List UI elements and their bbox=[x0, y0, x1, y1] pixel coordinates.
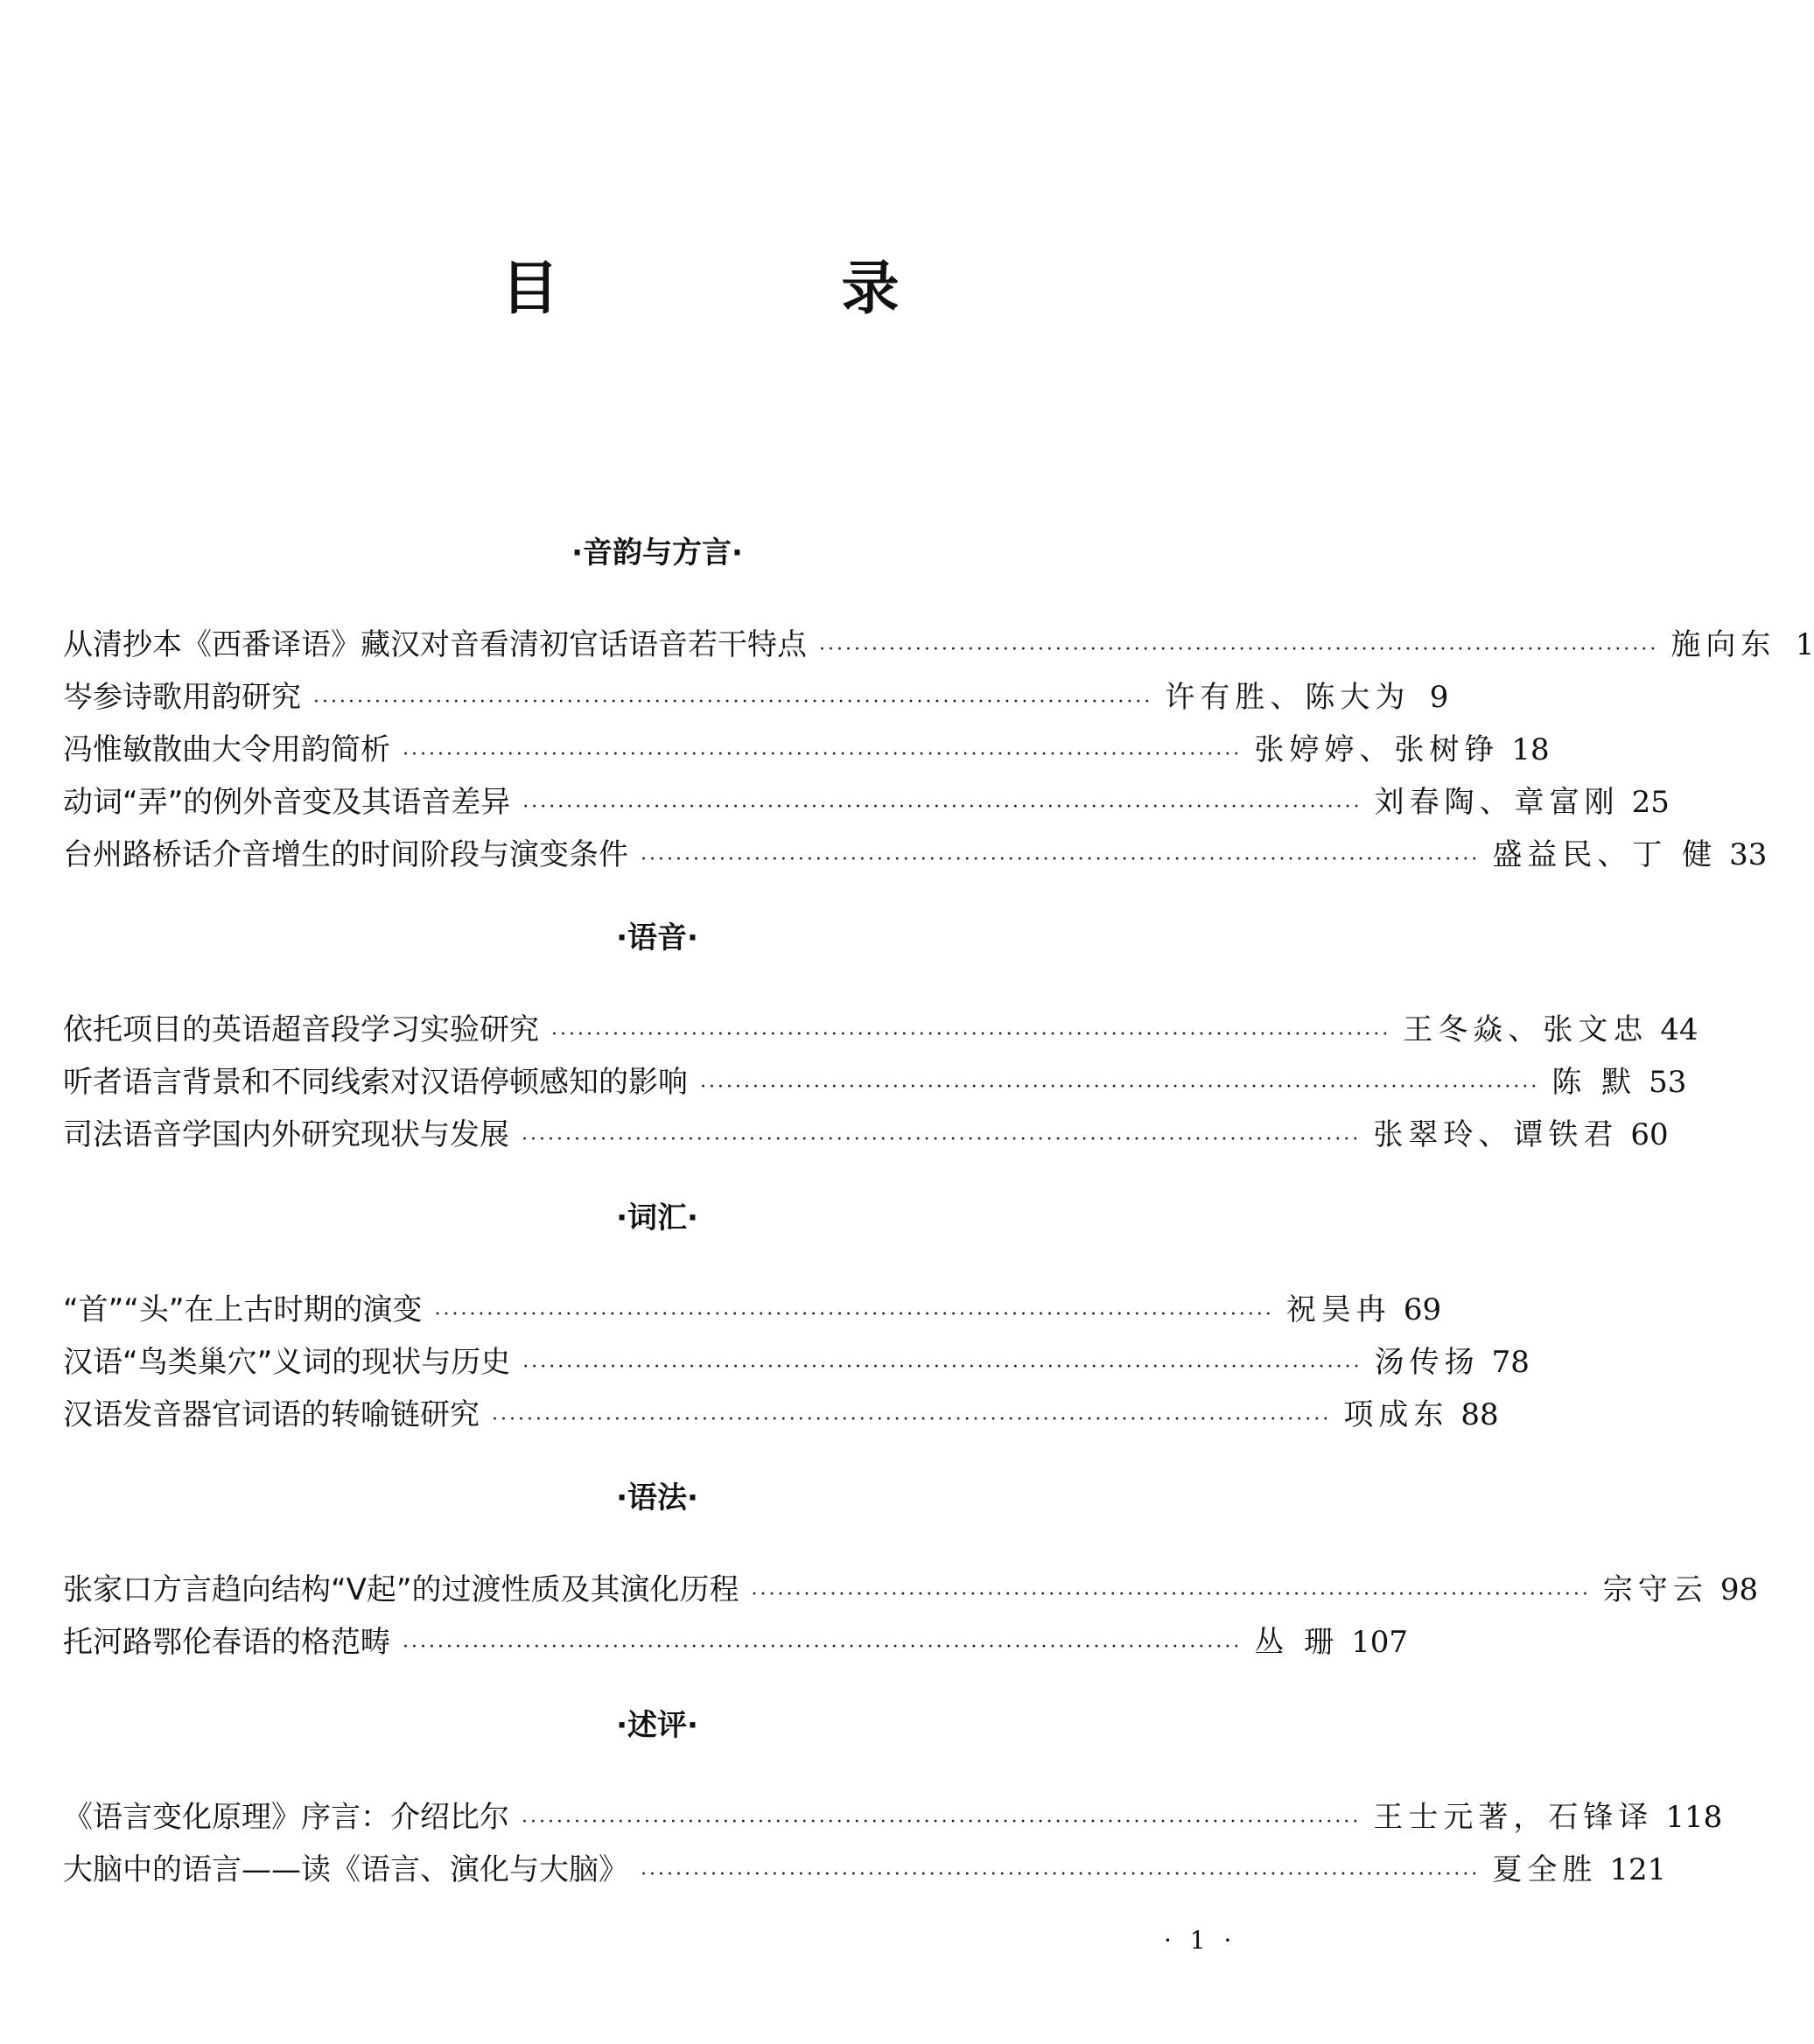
toc-entry[interactable] bbox=[63, 1566, 1759, 1610]
entry-title: 依托项目的英语超音段学习实验研究 bbox=[63, 1012, 539, 1047]
entry-page: 60 bbox=[1630, 1117, 1669, 1152]
leader-dots: ································································································ bbox=[700, 1076, 1540, 1098]
page-number: · 1 · bbox=[1164, 1926, 1237, 1955]
entry-author: 汤传扬 bbox=[1374, 1345, 1480, 1380]
page-title: 目 录 bbox=[501, 255, 1031, 322]
entry-author: 王冬焱、张文忠 bbox=[1403, 1012, 1649, 1047]
entry-author: 祝昊冉 bbox=[1285, 1292, 1391, 1327]
entry-title: 大脑中的语言——读《语言、演化与大脑》 bbox=[63, 1852, 628, 1887]
entry-author: 许有胜、陈大为 bbox=[1165, 680, 1411, 715]
leader-dots: ································································································ bbox=[522, 796, 1362, 818]
entry-page: 44 bbox=[1660, 1012, 1698, 1047]
toc-entry[interactable] bbox=[63, 1794, 1723, 1838]
entry-page: 1 bbox=[1795, 627, 1814, 662]
entry-page: 53 bbox=[1649, 1065, 1687, 1100]
toc-entry[interactable] bbox=[63, 1619, 1409, 1662]
entry-author: 施向东 bbox=[1670, 627, 1776, 662]
entry-page: 78 bbox=[1491, 1345, 1530, 1380]
leader-dots: ································································································ bbox=[403, 744, 1243, 766]
toc-entry[interactable] bbox=[63, 621, 1814, 665]
leader-dots: ································································································ bbox=[522, 1811, 1362, 1833]
toc-entry[interactable] bbox=[63, 1006, 1698, 1050]
entry-author: 宗守云 bbox=[1602, 1572, 1708, 1607]
entry-page: 9 bbox=[1429, 680, 1449, 715]
toc-entry[interactable] bbox=[63, 726, 1550, 770]
entry-page: 118 bbox=[1665, 1800, 1723, 1835]
entry-title: 听者语言背景和不同线索对汉语停顿感知的影响 bbox=[63, 1065, 688, 1100]
entry-author: 陈 默 bbox=[1551, 1065, 1637, 1100]
toc-entry[interactable] bbox=[63, 779, 1670, 822]
leader-dots: ································································································ bbox=[522, 1356, 1362, 1378]
leader-dots: ································································································ bbox=[313, 691, 1153, 713]
leader-dots: ································································································ bbox=[819, 639, 1659, 661]
entry-title: “首”“头”在上古时期的演变 bbox=[63, 1292, 423, 1327]
entry-page: 121 bbox=[1609, 1852, 1667, 1887]
entry-page: 33 bbox=[1729, 837, 1768, 872]
leader-dots: ································································································ bbox=[403, 1636, 1243, 1658]
entry-title: 动词“弄”的例外音变及其语音差异 bbox=[63, 785, 511, 820]
section-heading: ·语音· bbox=[616, 920, 698, 956]
entry-title: 汉语“鸟类巢穴”义词的现状与历史 bbox=[63, 1345, 511, 1380]
entry-author: 盛益民、丁 健 bbox=[1492, 837, 1718, 872]
entry-author: 王士元著，石锋译 bbox=[1373, 1800, 1654, 1835]
entry-title: 《语言变化原理》序言：介绍比尔 bbox=[63, 1800, 509, 1835]
toc-entry[interactable] bbox=[63, 1286, 1442, 1330]
entry-page: 69 bbox=[1403, 1292, 1442, 1327]
leader-dots: ································································································ bbox=[551, 1024, 1391, 1046]
section-heading: ·词汇· bbox=[616, 1200, 698, 1236]
toc-entry[interactable] bbox=[63, 1111, 1669, 1155]
entry-page: 88 bbox=[1460, 1397, 1499, 1432]
entry-title: 汉语发音器官词语的转喻链研究 bbox=[63, 1397, 480, 1432]
leader-dots: ································································································ bbox=[751, 1584, 1591, 1606]
leader-dots: ································································································ bbox=[434, 1304, 1274, 1326]
toc-entry[interactable] bbox=[63, 1846, 1667, 1890]
leader-dots: ································································································ bbox=[522, 1129, 1362, 1151]
leader-dots: ································································································ bbox=[492, 1409, 1332, 1431]
leader-dots: ································································································ bbox=[641, 849, 1481, 871]
toc-entry[interactable] bbox=[63, 1339, 1530, 1382]
entry-title: 冯惟敏散曲大令用韵简析 bbox=[63, 732, 390, 767]
entry-title: 司法语音学国内外研究现状与发展 bbox=[63, 1117, 509, 1152]
section-heading: ·音韵与方言· bbox=[571, 536, 743, 570]
toc-entry[interactable] bbox=[63, 1059, 1687, 1102]
toc-entry[interactable] bbox=[63, 1391, 1499, 1435]
entry-title: 托河路鄂伦春语的格范畴 bbox=[63, 1625, 390, 1660]
entry-title: 岑参诗歌用韵研究 bbox=[63, 680, 301, 715]
entry-author: 夏全胜 bbox=[1492, 1852, 1598, 1887]
entry-author: 张翠玲、谭铁君 bbox=[1373, 1117, 1619, 1152]
entry-author: 刘春陶、章富刚 bbox=[1374, 785, 1620, 820]
section-heading: ·述评· bbox=[616, 1708, 698, 1743]
entry-title: 从清抄本《西番译语》藏汉对音看清初官话语音若干特点 bbox=[63, 627, 807, 662]
entry-author: 项成东 bbox=[1343, 1397, 1449, 1432]
leader-dots: ································································································ bbox=[641, 1864, 1481, 1886]
toc-entry[interactable] bbox=[63, 831, 1768, 875]
entry-author: 张婷婷、张树铮 bbox=[1254, 732, 1500, 767]
entry-page: 107 bbox=[1351, 1625, 1409, 1660]
entry-title: 张家口方言趋向结构“V起”的过渡性质及其演化历程 bbox=[63, 1572, 739, 1607]
entry-title: 台州路桥话介音增生的时间阶段与演变条件 bbox=[63, 837, 628, 872]
entry-page: 25 bbox=[1631, 785, 1670, 820]
entry-page: 98 bbox=[1719, 1572, 1759, 1607]
entry-author: 丛 珊 bbox=[1254, 1625, 1340, 1660]
toc-entry[interactable] bbox=[63, 674, 1449, 718]
entry-page: 18 bbox=[1511, 732, 1550, 767]
section-heading: ·语法· bbox=[616, 1480, 698, 1516]
